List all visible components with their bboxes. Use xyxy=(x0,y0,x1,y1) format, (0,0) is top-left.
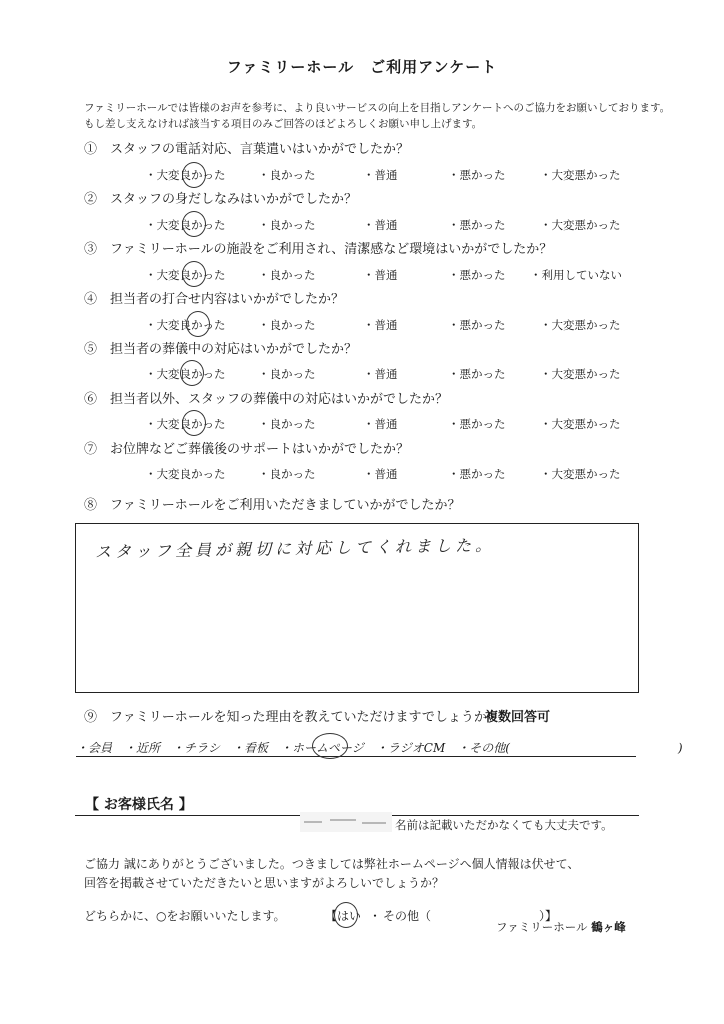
q7-option-very-good[interactable]: ・大変良かった xyxy=(145,467,226,481)
q5-option-good[interactable]: ・良かった xyxy=(258,367,316,381)
q9-source-options[interactable]: ・会員 ・近所 ・チラシ ・看板 ・ホームページ ・ラジオCM ・その他( ) xyxy=(76,741,683,755)
q9-homepage-circle xyxy=(312,733,348,759)
question-1: ① スタッフの電話対応、言葉遣いはいかがでしたか？ xyxy=(84,142,410,157)
q6-option-very-bad[interactable]: ・大変悪かった xyxy=(540,417,621,431)
q2-option-average[interactable]: ・普通 xyxy=(363,218,398,232)
q3-option-bad[interactable]: ・悪かった xyxy=(448,268,506,282)
q6-selection-circle xyxy=(182,410,206,436)
question-8: ⑧ ファミリーホールをご利用いただきましていかがでしたか？ xyxy=(84,498,461,513)
q1-option-good[interactable]: ・良かった xyxy=(258,168,316,182)
q6-option-average[interactable]: ・普通 xyxy=(363,417,398,431)
q7-option-bad[interactable]: ・悪かった xyxy=(448,467,506,481)
question-3: ③ ファミリーホールの施設をご利用され、清潔感など環境はいかがでしたか？ xyxy=(84,242,553,257)
closing-line-1: ご協力 誠にありがとうございました。つきましては弊社ホームページへ個人情報は伏せて、 xyxy=(84,857,580,871)
q4-option-very-bad[interactable]: ・大変悪かった xyxy=(540,318,621,332)
q7-option-very-bad[interactable]: ・大変悪かった xyxy=(540,467,621,481)
q3-option-good[interactable]: ・良かった xyxy=(258,268,316,282)
consent-separator: ・ xyxy=(369,909,382,923)
q8-handwritten-answer: スタッフ全員が親切に対応してくれました。 xyxy=(94,535,496,562)
q1-selection-circle xyxy=(182,162,206,188)
q3-selection-circle xyxy=(182,261,206,287)
customer-name-label: 【 お客様氏名 】 xyxy=(85,797,193,813)
signature xyxy=(496,919,626,935)
q5-selection-circle xyxy=(180,360,204,386)
q4-option-bad[interactable]: ・悪かった xyxy=(448,318,506,332)
q6-option-good[interactable]: ・良かった xyxy=(258,417,316,431)
q7-option-average[interactable]: ・普通 xyxy=(363,467,398,481)
signature-org: ファミリーホール xyxy=(496,920,588,934)
q5-option-average[interactable]: ・普通 xyxy=(363,367,398,381)
q1-option-average[interactable]: ・普通 xyxy=(363,168,398,182)
intro-line-2: もし差し支えなければ該当する項目のみご回答のほどよろしくお願い申し上げます。 xyxy=(84,118,483,130)
consent-other-option[interactable]: その他（ ）】 xyxy=(383,909,558,923)
question-2: ② スタッフの身だしなみはいかがでしたか？ xyxy=(84,192,358,207)
q4-selection-circle xyxy=(186,311,210,337)
q5-option-very-good[interactable]: ・大変良かった xyxy=(145,367,226,381)
question-6: ⑥ 担当者以外、スタッフの葬儀中の対応はいかがでしたか？ xyxy=(84,392,449,407)
q7-option-good[interactable]: ・良かった xyxy=(258,467,316,481)
redacted-name xyxy=(300,812,392,832)
question-5: ⑤ 担当者の葬儀中の対応はいかがでしたか？ xyxy=(84,342,358,357)
name-optional-note: 名前は記載いただかなくても大丈夫です。 xyxy=(395,818,613,832)
q2-option-very-bad[interactable]: ・大変悪かった xyxy=(540,218,621,232)
q2-option-good[interactable]: ・良かった xyxy=(258,218,316,232)
q4-option-good[interactable]: ・良かった xyxy=(258,318,316,332)
q6-option-very-good[interactable]: ・大変良かった xyxy=(145,417,226,431)
multiple-answers-note: 複数回答可 xyxy=(485,710,551,725)
q3-option-very-good[interactable]: ・大変良かった xyxy=(145,268,226,282)
question-7: ⑦ お位牌などご葬儀後のサポートはいかがでしたか？ xyxy=(84,442,410,457)
q3-option-not-used[interactable]: ・利用していない xyxy=(530,268,622,282)
question-9: ⑨ ファミリーホールを知った理由を教えていただけますでしょうか。 xyxy=(84,710,500,725)
intro-line-1: ファミリーホールでは皆様のお声を参考に、より良いサービスの向上を目指しアンケートへのご協力をお願いしております。 xyxy=(84,102,671,114)
q1-option-very-bad[interactable]: ・大変悪かった xyxy=(540,168,621,182)
signature-branch: 鶴ヶ峰 xyxy=(591,920,626,934)
page-title: ファミリーホール ご利用アンケート xyxy=(226,58,498,76)
q6-option-bad[interactable]: ・悪かった xyxy=(448,417,506,431)
closing-line-2: 回答を掲載させていただきたいと思いますがよろしいでしょうか？ xyxy=(84,876,445,890)
closing-line-3: どちらかに、○をお願いいたします。 xyxy=(84,909,286,923)
consent-yes-option[interactable]: 【はい xyxy=(325,909,362,923)
q2-option-very-good[interactable]: ・大変良かった xyxy=(145,218,226,232)
q1-option-bad[interactable]: ・悪かった xyxy=(448,168,506,182)
q9-underline xyxy=(76,756,636,757)
q1-option-very-good[interactable]: ・大変良かった xyxy=(145,168,226,182)
q4-option-very-good[interactable]: ・大変良かった xyxy=(145,318,226,332)
q3-option-average[interactable]: ・普通 xyxy=(363,268,398,282)
q2-option-bad[interactable]: ・悪かった xyxy=(448,218,506,232)
q2-selection-circle xyxy=(182,211,206,237)
q5-option-very-bad[interactable]: ・大変悪かった xyxy=(540,367,621,381)
question-4: ④ 担当者の打合せ内容はいかがでしたか？ xyxy=(84,292,345,307)
q5-option-bad[interactable]: ・悪かった xyxy=(448,367,506,381)
consent-yes-circle xyxy=(334,902,358,928)
q4-option-average[interactable]: ・普通 xyxy=(363,318,398,332)
